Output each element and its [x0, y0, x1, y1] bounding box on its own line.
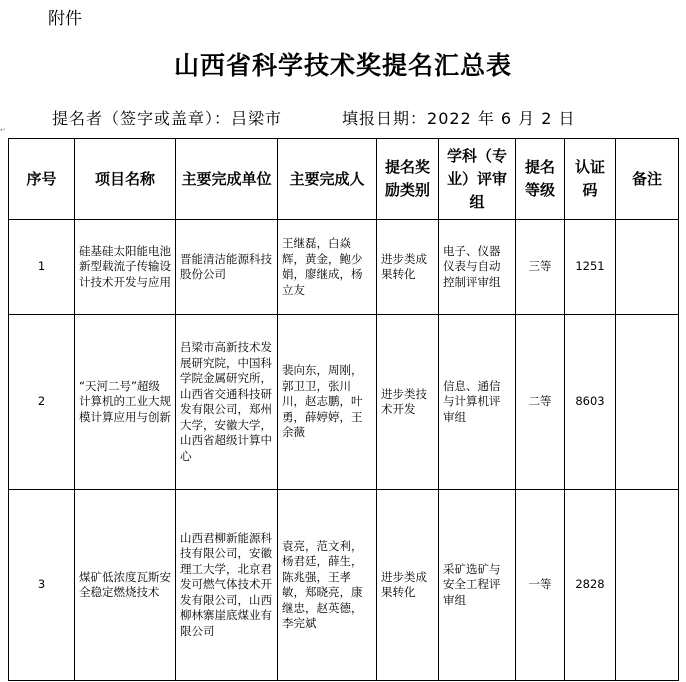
header-no: 序号: [9, 139, 75, 220]
nominee-table: [8, 138, 679, 681]
cell-group: 采矿选矿与安全工程评审组: [439, 490, 516, 681]
cell-group: 电子、仪器仪表与自动控制评审组: [439, 220, 516, 315]
header-code: 认证码: [565, 139, 616, 220]
cell-code: 2828: [565, 490, 616, 681]
cell-level: 三等: [516, 220, 565, 315]
nominator-line: [52, 106, 576, 129]
cell-persons: 王继磊，白焱辉，黄金，鲍少娟，廖继成，杨立友: [278, 220, 377, 315]
cell-remark: [616, 315, 679, 490]
cell-code: 1251: [565, 220, 616, 315]
header-remark: 备注: [616, 139, 679, 220]
page-title: 山西省科学技术奖提名汇总表: [173, 51, 512, 80]
header-persons: 主要完成人: [278, 139, 377, 220]
cell-no: 1: [9, 220, 75, 315]
header-group: 学科（专业）评审组: [439, 139, 516, 220]
attachment-label: 附件: [48, 9, 82, 29]
cell-units: 晋能清洁能源科技股份公司: [176, 220, 278, 315]
table-header-row: [9, 139, 679, 220]
cell-units: 吕梁市高新技术发展研究院，中国科学院金属研究所，山西省交通科技研发有限公司，郑州大学，安徽大学，山西省超级计算中心: [176, 315, 278, 490]
cell-level: 二等: [516, 315, 565, 490]
cell-persons: 袁亮，范文利，杨君廷，薛生，陈兆强，王孝敏，郑晓亮，康继忠，赵英德，李完斌: [278, 490, 377, 681]
header-project: 项目名称: [75, 139, 176, 220]
cell-no: 2: [9, 315, 75, 490]
cell-category: 进步类技术开发: [377, 315, 439, 490]
cell-no: 3: [9, 490, 75, 681]
cell-project: 煤矿低浓度瓦斯安全稳定燃烧技术: [75, 490, 176, 681]
table-row: [9, 315, 679, 490]
cell-persons: 裴向东，周刚，郭卫卫，张川川，赵志鹏，叶勇，薛婷婷，王余薇: [278, 315, 377, 490]
cell-remark: [616, 220, 679, 315]
nominator-label: 提名者（签字或盖章）：吕梁市: [52, 109, 283, 128]
table-row: [9, 220, 679, 315]
cell-code: 8603: [565, 315, 616, 490]
cell-group: 信息、通信与计算机评审组: [439, 315, 516, 490]
cell-level: 一等: [516, 490, 565, 681]
cell-category: 进步类成果转化: [377, 490, 439, 681]
cell-remark: [616, 490, 679, 681]
cell-category: 进步类成果转化: [377, 220, 439, 315]
cell-project: 硅基硅太阳能电池新型载流子传输设计技术开发与应用: [75, 220, 176, 315]
header-level: 提名等级: [516, 139, 565, 220]
table-row: [9, 490, 679, 681]
corner-mark-icon: ↵: [0, 126, 6, 134]
header-category: 提名奖励类别: [377, 139, 439, 220]
cell-units: 山西君柳新能源科技有限公司，安徽理工大学，北京君发可燃气体技术开发有限公司，山西柳林寨崖底煤业有限公司: [176, 490, 278, 681]
fill-date: 填报日期：2022 年 6 月 2 日: [342, 109, 576, 128]
header-units: 主要完成单位: [176, 139, 278, 220]
cell-project: “天河二号”超级计算机的工业大规模计算应用与创新: [75, 315, 176, 490]
